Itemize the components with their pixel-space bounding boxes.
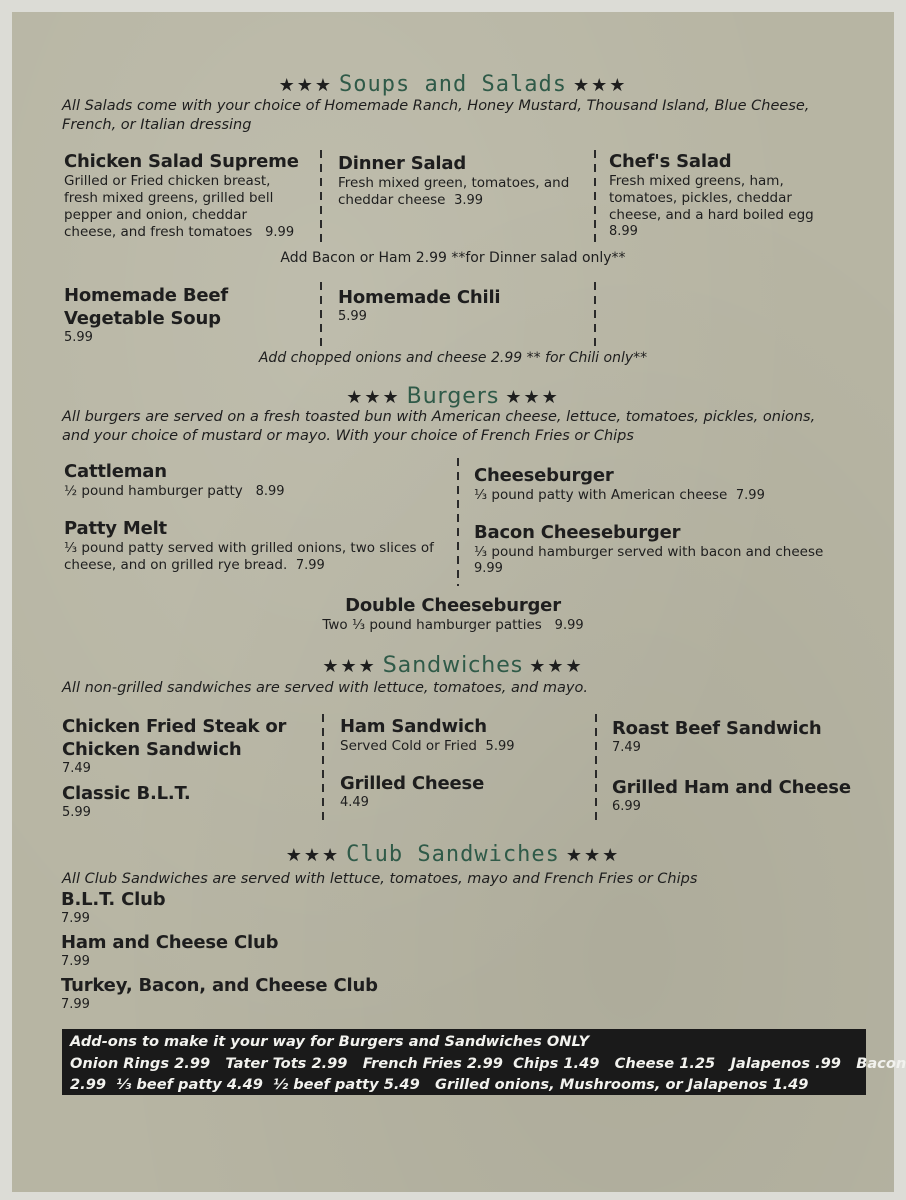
menu-item: [64, 150, 299, 241]
soups-salads-header: [12, 72, 894, 97]
item-desc: ⅓ pound hamburger served with bacon and cheese: [474, 544, 824, 560]
section-title: Soups and Salads: [339, 72, 567, 97]
item-desc: ⅓ pound patty with American cheese: [474, 487, 728, 503]
item-desc: ⅓ pound patty served with grilled onions, two slices of cheese, and on grilled rye bread.: [64, 540, 434, 573]
menu-item: [338, 152, 573, 209]
menu-item: [612, 717, 882, 755]
item-name: Homemade Beef Vegetable Soup: [64, 285, 229, 329]
item-price: 5.99: [64, 330, 93, 345]
section-title: Burgers: [406, 384, 500, 409]
stars-icon: ★★★: [505, 387, 560, 408]
item-name: Ham Sandwich: [340, 716, 487, 737]
item-price: 3.99: [454, 193, 484, 208]
column-divider: [594, 150, 596, 248]
item-price: 5.99: [338, 309, 367, 324]
stars-icon: ★★★: [565, 845, 621, 866]
item-price: 8.99: [609, 224, 638, 239]
item-name: Grilled Ham and Cheese: [612, 777, 851, 798]
item-name: Roast Beef Sandwich: [612, 718, 822, 739]
item-price: 7.99: [61, 954, 90, 969]
stars-icon: ★★★: [322, 656, 377, 677]
club-intro: All Club Sandwiches are served with lettuce, tomatoes, mayo and French Fries or Chips: [62, 871, 698, 887]
sandwiches-header: [12, 653, 894, 678]
item-price: 9.99: [554, 618, 584, 633]
menu-item: [64, 284, 284, 345]
column-divider: [320, 150, 322, 248]
item-desc: Grilled or Fried chicken breast, fresh mixed greens, grilled bell pepper and onion, cheddar cheese, and fresh tomatoes: [64, 173, 274, 240]
item-name: Ham and Cheese Club: [61, 932, 279, 953]
menu-item: [64, 460, 444, 500]
section-title: Club Sandwiches: [346, 842, 560, 867]
sandwiches-intro: All non-grilled sandwiches are served with lettuce, tomatoes, and mayo.: [62, 680, 588, 696]
stars-icon: ★★★: [278, 75, 334, 96]
stars-icon: ★★★: [285, 845, 341, 866]
column-divider: [595, 714, 597, 826]
column-divider: [457, 458, 459, 586]
addons-list: Onion Rings 2.99 Tater Tots 2.99 French Fries 2.99 Chips 1.49 Cheese 1.25 Jalapenos .99 Bacon: [70, 1054, 906, 1072]
item-name: Chicken Fried Steak or Chicken Sandwich: [62, 716, 287, 760]
soups-salads-intro: All Salads come with your choice of Homemade Ranch, Honey Mustard, Thousand Island, Blue Cheese, French, or Italian dressing: [62, 98, 810, 133]
item-name: Grilled Cheese: [340, 773, 485, 794]
stars-icon: ★★★: [572, 75, 628, 96]
column-divider: [322, 714, 324, 826]
item-desc: ½ pound hamburger patty: [64, 483, 243, 499]
addons-box: [62, 1029, 906, 1095]
item-price: 7.49: [612, 740, 641, 755]
menu-item: [474, 464, 834, 504]
item-name: Double Cheeseburger: [345, 595, 561, 616]
burgers-header: [12, 384, 894, 409]
menu-item: [12, 594, 894, 634]
item-name: Chef's Salad: [609, 151, 732, 172]
item-name: Bacon Cheeseburger: [474, 522, 681, 543]
menu-item: [340, 715, 580, 755]
stars-icon: ★★★: [529, 656, 584, 677]
column-divider: [594, 282, 596, 350]
item-name: Homemade Chili: [338, 287, 501, 308]
menu-item: [61, 888, 461, 926]
menu-item: [338, 286, 558, 324]
item-desc: Fresh mixed greens, ham, tomatoes, pickles, cheddar cheese, and a hard boiled egg: [609, 173, 814, 223]
menu-item: [61, 931, 461, 969]
addons-title: Add-ons to make it your way for Burgers and Sandwiches ONLY: [70, 1033, 590, 1050]
menu-item: [62, 782, 302, 820]
menu-item: [61, 974, 461, 1012]
club-sandwiches-header: [12, 842, 894, 867]
item-price: 7.99: [61, 997, 90, 1012]
menu-item: [340, 772, 580, 810]
item-desc: Two ⅓ pound hamburger patties: [322, 617, 542, 633]
item-name: B.L.T. Club: [61, 889, 166, 910]
addons-list: 2.99 ⅓ beef patty 4.49 ½ beef patty 5.49 Grilled onions, Mushrooms, or Jalapenos 1.49: [70, 1076, 809, 1093]
stars-icon: ★★★: [346, 387, 401, 408]
column-divider: [320, 282, 322, 350]
item-name: Dinner Salad: [338, 153, 467, 174]
item-name: Patty Melt: [64, 518, 167, 539]
menu-item: [64, 517, 444, 574]
item-desc: Served Cold or Fried: [340, 738, 477, 754]
menu-item: [609, 150, 824, 239]
item-name: Classic B.L.T.: [62, 783, 191, 804]
item-price: 6.99: [612, 799, 641, 814]
item-price: 7.49: [62, 761, 91, 776]
item-desc: Fresh mixed green, tomatoes, and cheddar cheese: [338, 175, 570, 208]
menu-page: [12, 12, 906, 1192]
item-price: 4.49: [340, 795, 369, 810]
menu-item: [612, 776, 882, 814]
item-price: 9.99: [474, 561, 503, 576]
item-name: Chicken Salad Supreme: [64, 151, 299, 172]
menu-item: [474, 521, 834, 576]
item-name: Turkey, Bacon, and Cheese Club: [61, 975, 378, 996]
item-price: 5.99: [485, 739, 515, 754]
item-name: Cattleman: [64, 461, 167, 482]
item-price: 7.99: [61, 911, 90, 926]
item-price: 5.99: [62, 805, 91, 820]
chili-note: Add chopped onions and cheese 2.99 ** for Chili only**: [258, 350, 648, 366]
burgers-intro: All burgers are served on a fresh toasted bun with American cheese, lettuce, tomatoes, pickles, onions, and your choice of mustard or mayo. With your choice of French Fries or Chips: [62, 409, 816, 444]
item-price: 9.99: [265, 225, 295, 240]
menu-item: [62, 715, 302, 776]
item-price: 7.99: [295, 558, 325, 573]
item-price: 8.99: [255, 484, 285, 499]
item-name: Cheeseburger: [474, 465, 614, 486]
section-title: Sandwiches: [382, 653, 524, 678]
item-price: 7.99: [735, 488, 765, 503]
dinner-salad-note: Add Bacon or Ham 2.99 **for Dinner salad only**: [280, 250, 626, 266]
